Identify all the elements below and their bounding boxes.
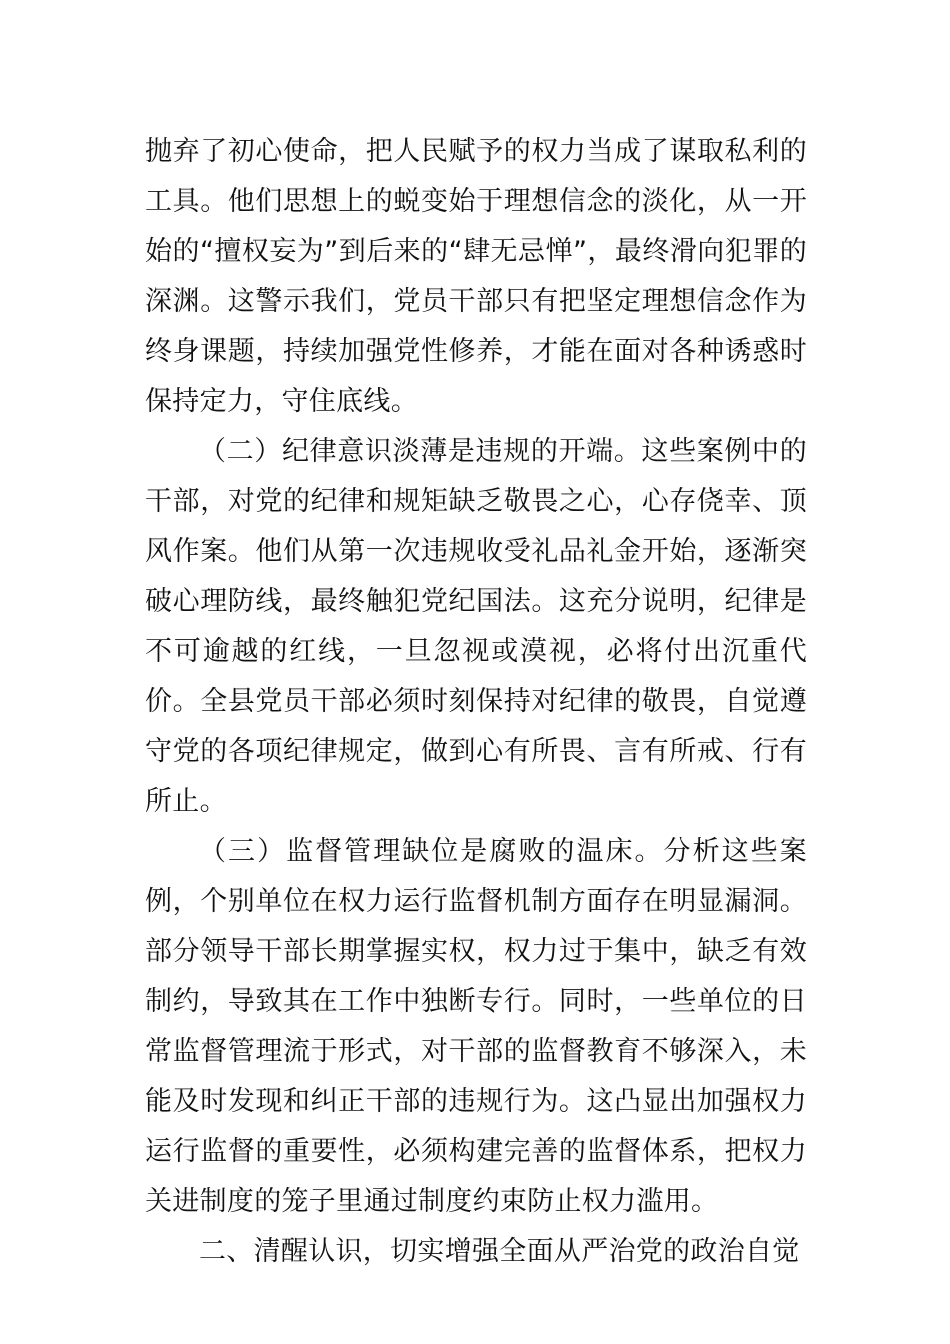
document-page (145, 127, 807, 1277)
section-heading: 二、清醒认识，切实增强全面从严治党的政治自觉 (199, 1236, 800, 1267)
paragraph-discipline: （二）纪律意识淡薄是违规的开端。这些案例中的干部，对党的纪律和规矩缺乏敬畏之心，心存侥幸、顶风作案。他们从第一次违规收受礼品礼金开始，逐渐突破心理防线，最终触犯党纪国法。这充分说明，纪律是不可逾越的红线，一旦忽视或漠视，必将付出沉重代价。全县党员干部必须时刻保持对纪律的敬畏，自觉遵守党的各项纪律规定，做到心有所畏、言有所戒、行有所止。 (145, 436, 807, 817)
paragraph-continuation: 抛弃了初心使命，把人民赋予的权力当成了谋取私利的工具。他们思想上的蜕变始于理想信念的淡化，从一开始的“擅权妄为”到后来的“肆无忌惮”，最终滑向犯罪的深渊。这警示我们，党员干部只有把坚定理想信念作为终身课题，持续加强党性修养，才能在面对各种诱惑时保持定力，守住底线。 (145, 136, 807, 417)
paragraph-supervision: （三）监督管理缺位是腐败的温床。分析这些案例，个别单位在权力运行监督机制方面存在明显漏洞。部分领导干部长期掌握实权，权力过于集中，缺乏有效制约，导致其在工作中独断专行。同时，一些单位的日常监督管理流于形式，对干部的监督教育不够深入，未能及时发现和纠正干部的违规行为。这凸显出加强权力运行监督的重要性，必须构建完善的监督体系，把权力关进制度的笼子里通过制度约束防止权力滥用。 (145, 836, 807, 1217)
